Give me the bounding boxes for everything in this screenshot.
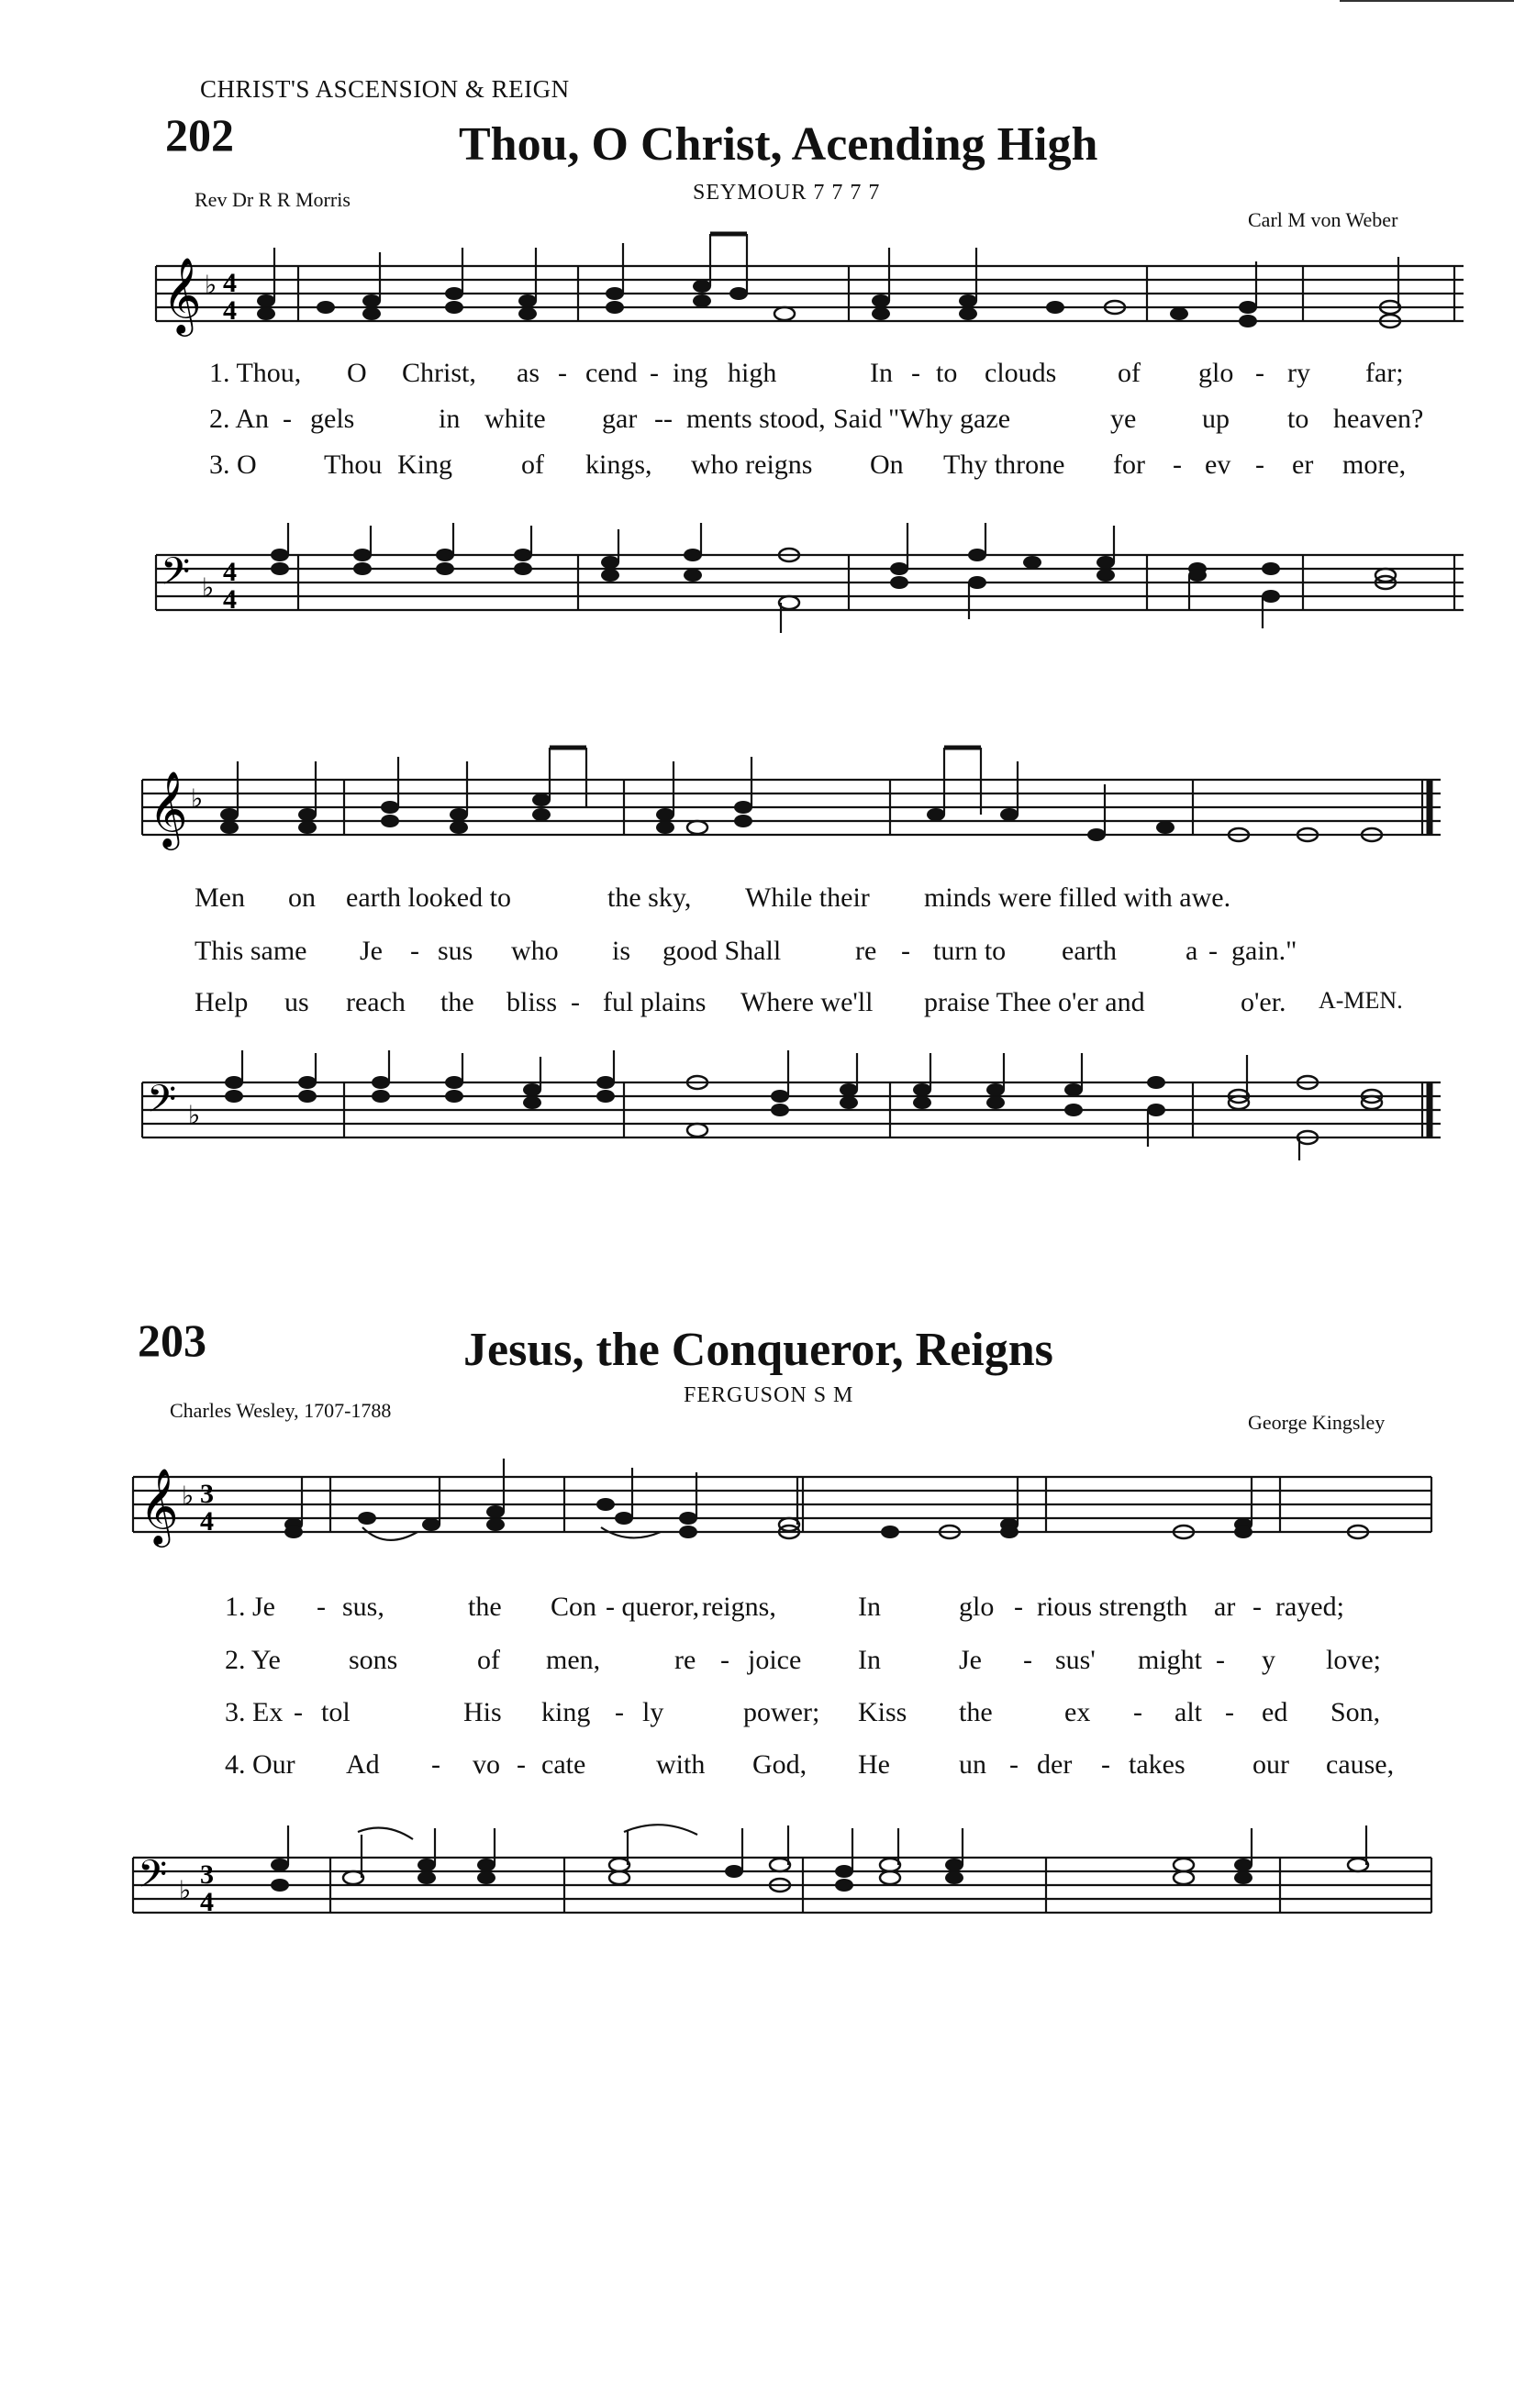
lyric-syllable: Said bbox=[833, 404, 883, 434]
lyric-syllable: ye bbox=[1110, 404, 1137, 434]
lyric-syllable: gels bbox=[310, 404, 355, 434]
lyric-syllable: "Why gaze bbox=[888, 404, 1011, 434]
lyric-syllable: -- bbox=[654, 404, 673, 434]
lyric-syllable: o'er. bbox=[1241, 987, 1286, 1017]
lyric-syllable: - bbox=[1009, 1749, 1019, 1780]
lyric-syllable: cause, bbox=[1326, 1749, 1395, 1780]
lyric-syllable: 2. An bbox=[209, 404, 270, 434]
lyric-syllable: as bbox=[517, 358, 540, 388]
lyric-syllable: is bbox=[612, 936, 631, 966]
lyric-syllable: up bbox=[1202, 404, 1230, 434]
lyric-syllable: the bbox=[468, 1592, 502, 1622]
lyric-syllable: the bbox=[959, 1697, 993, 1727]
svg-text:4: 4 bbox=[223, 295, 237, 326]
lyric-syllable: Help bbox=[195, 987, 249, 1017]
svg-text:♭: ♭ bbox=[182, 1481, 195, 1511]
svg-text:𝄢: 𝄢 bbox=[147, 1077, 177, 1130]
lyric-syllable: 2. Ye bbox=[225, 1645, 281, 1675]
lyric-syllable: - bbox=[1252, 1592, 1262, 1622]
lyric-syllable: king bbox=[541, 1697, 591, 1727]
lyric-syllable: joice bbox=[748, 1645, 802, 1675]
lyric-syllable: Con bbox=[551, 1592, 597, 1622]
lyric-syllable: - bbox=[283, 404, 292, 434]
lyric-syllable: earth bbox=[1062, 936, 1117, 966]
lyric-syllable: praise Thee o'er and bbox=[924, 987, 1145, 1017]
bass-staff bbox=[151, 518, 1473, 638]
lyric-syllable: sus bbox=[438, 936, 473, 966]
lyric-syllable: While their bbox=[745, 882, 870, 913]
hymn-composer: George Kingsley bbox=[1248, 1411, 1386, 1434]
lyric-syllable: Kiss bbox=[858, 1697, 907, 1727]
lyric-syllable: minds were filled with awe. bbox=[924, 882, 1231, 913]
lyric-syllable: 1. Je bbox=[225, 1592, 275, 1622]
lyric-syllable: ly bbox=[642, 1697, 664, 1727]
lyric-syllable: the sky, bbox=[607, 882, 692, 913]
amen-label: A-MEN. bbox=[1319, 987, 1403, 1014]
lyric-syllable: good Shall bbox=[662, 936, 782, 966]
section-header: CHRIST'S ASCENSION & REIGN bbox=[200, 75, 570, 103]
lyric-syllable: - bbox=[431, 1749, 440, 1780]
lyric-syllable: Christ, bbox=[402, 358, 476, 388]
lyric-syllable: O bbox=[347, 358, 367, 388]
lyric-syllable: re bbox=[855, 936, 877, 966]
hymn-tune: SEYMOUR 7 7 7 7 bbox=[693, 181, 881, 205]
lyric-syllable: gar bbox=[602, 404, 638, 434]
svg-text:3: 3 bbox=[200, 1859, 214, 1890]
lyric-syllable: ar bbox=[1214, 1592, 1236, 1622]
lyric-syllable: more, bbox=[1342, 449, 1407, 480]
lyric-syllable: our bbox=[1252, 1749, 1289, 1780]
lyric-syllable: - bbox=[1255, 449, 1264, 480]
lyric-syllable: Thou bbox=[324, 449, 383, 480]
lyric-syllable: tol bbox=[321, 1697, 351, 1727]
lyric-syllable: un bbox=[959, 1749, 986, 1780]
lyric-syllable: 1. Thou, bbox=[209, 358, 302, 388]
lyric-syllable: sons bbox=[349, 1645, 398, 1675]
lyric-syllable: who reigns bbox=[691, 449, 813, 480]
lyric-syllable: cend bbox=[585, 358, 638, 388]
hymn-author: Charles Wesley, 1707-1788 bbox=[170, 1399, 392, 1422]
lyric-syllable: us bbox=[284, 987, 309, 1017]
lyric-syllable: alt bbox=[1174, 1697, 1202, 1727]
lyric-syllable: - bbox=[517, 1749, 526, 1780]
lyric-syllable: who bbox=[511, 936, 559, 966]
lyric-syllable: - queror, bbox=[606, 1592, 700, 1622]
svg-text:𝄞: 𝄞 bbox=[149, 770, 188, 847]
lyric-syllable: - bbox=[1101, 1749, 1110, 1780]
lyric-syllable: might bbox=[1138, 1645, 1203, 1675]
lyric-syllable: er bbox=[1292, 449, 1314, 480]
lyric-syllable: power; bbox=[743, 1697, 820, 1727]
lyric-syllable: - bbox=[410, 936, 419, 966]
lyric-syllable: ev bbox=[1205, 449, 1231, 480]
svg-text:♭: ♭ bbox=[188, 1100, 201, 1130]
lyric-syllable: - bbox=[720, 1645, 729, 1675]
lyric-syllable: high bbox=[728, 358, 777, 388]
lyric-syllable: sus, bbox=[342, 1592, 384, 1622]
lyric-syllable: - bbox=[901, 936, 910, 966]
hymn-tune: FERGUSON S M bbox=[684, 1383, 854, 1407]
treble-staff bbox=[138, 743, 1459, 862]
lyric-syllable: Men bbox=[195, 882, 245, 913]
lyric-syllable: - bbox=[1225, 1697, 1234, 1727]
hymn-title: Jesus, the Conqueror, Reigns bbox=[463, 1324, 1053, 1376]
svg-text:𝄢: 𝄢 bbox=[161, 549, 191, 603]
lyric-syllable: ments stood, bbox=[686, 404, 826, 434]
lyric-syllable: - bbox=[650, 358, 659, 388]
lyric-syllable: - bbox=[317, 1592, 326, 1622]
lyric-syllable: love; bbox=[1326, 1645, 1381, 1675]
hymn-number: 203 bbox=[138, 1315, 206, 1366]
lyric-syllable: ful plains bbox=[603, 987, 707, 1017]
lyric-syllable: ry bbox=[1287, 358, 1310, 388]
lyric-syllable: - bbox=[615, 1697, 624, 1727]
lyric-syllable: ing bbox=[673, 358, 708, 388]
svg-text:4: 4 bbox=[223, 268, 237, 298]
lyric-syllable: - bbox=[1023, 1645, 1032, 1675]
lyric-syllable: In bbox=[858, 1592, 881, 1622]
bass-staff bbox=[128, 1821, 1450, 1940]
lyric-syllable: of bbox=[477, 1645, 500, 1675]
lyric-syllable: Je bbox=[959, 1645, 982, 1675]
lyric-syllable: 4. Our bbox=[225, 1749, 295, 1780]
lyric-syllable: - bbox=[911, 358, 920, 388]
svg-text:𝄞: 𝄞 bbox=[139, 1467, 179, 1544]
lyric-syllable: King bbox=[397, 449, 452, 480]
lyric-syllable: for bbox=[1113, 449, 1145, 480]
lyric-syllable: a bbox=[1186, 936, 1198, 966]
lyric-syllable: bliss bbox=[507, 987, 558, 1017]
lyric-syllable: turn to bbox=[933, 936, 1007, 966]
lyric-syllable: Thy throne bbox=[943, 449, 1065, 480]
lyric-syllable: with bbox=[656, 1749, 706, 1780]
svg-text:4: 4 bbox=[200, 1506, 214, 1537]
lyric-syllable: Je bbox=[360, 936, 383, 966]
lyric-syllable: earth looked to bbox=[346, 882, 511, 913]
lyric-syllable: white bbox=[484, 404, 546, 434]
lyric-syllable: reigns, bbox=[702, 1592, 776, 1622]
lyric-syllable: of bbox=[521, 449, 544, 480]
lyric-syllable: of bbox=[1118, 358, 1141, 388]
hymn-number: 202 bbox=[165, 109, 234, 161]
lyric-syllable: He bbox=[858, 1749, 890, 1780]
lyric-syllable: vo bbox=[473, 1749, 500, 1780]
corner-rule bbox=[1340, 0, 1514, 2]
svg-text:4: 4 bbox=[200, 1887, 214, 1917]
lyric-syllable: takes bbox=[1129, 1749, 1186, 1780]
lyric-syllable: y bbox=[1262, 1645, 1275, 1675]
svg-text:4: 4 bbox=[223, 584, 237, 615]
lyric-syllable: gain." bbox=[1231, 936, 1297, 966]
lyric-syllable: - bbox=[1208, 936, 1218, 966]
lyric-syllable: glo bbox=[959, 1592, 995, 1622]
lyric-syllable: Where we'll bbox=[740, 987, 874, 1017]
lyric-syllable: to bbox=[936, 358, 958, 388]
lyric-syllable: Son, bbox=[1330, 1697, 1381, 1727]
svg-text:♭: ♭ bbox=[179, 1875, 192, 1905]
lyric-syllable: - bbox=[1255, 358, 1264, 388]
lyric-syllable: ex bbox=[1064, 1697, 1091, 1727]
lyric-syllable: der bbox=[1037, 1749, 1073, 1780]
lyric-syllable: to bbox=[1287, 404, 1309, 434]
lyric-syllable: clouds bbox=[985, 358, 1057, 388]
lyric-syllable: - bbox=[294, 1697, 303, 1727]
bass-staff bbox=[138, 1046, 1459, 1165]
lyric-syllable: heaven? bbox=[1333, 404, 1424, 434]
lyric-syllable: - bbox=[1216, 1645, 1225, 1675]
svg-text:♭: ♭ bbox=[191, 783, 204, 814]
lyric-syllable: far; bbox=[1365, 358, 1404, 388]
lyric-syllable: - bbox=[1133, 1697, 1142, 1727]
svg-text:♭: ♭ bbox=[205, 270, 217, 300]
lyric-syllable: re bbox=[674, 1645, 696, 1675]
lyric-syllable: rayed; bbox=[1275, 1592, 1344, 1622]
svg-text:♭: ♭ bbox=[202, 572, 215, 603]
treble-staff bbox=[151, 229, 1473, 333]
lyric-syllable: Ad bbox=[346, 1749, 380, 1780]
lyric-syllable: ed bbox=[1262, 1697, 1288, 1727]
lyric-syllable: In bbox=[870, 358, 893, 388]
hymn-title: Thou, O Christ, Acending High bbox=[459, 118, 1098, 171]
lyric-syllable: - bbox=[558, 358, 567, 388]
lyric-syllable: - bbox=[571, 987, 580, 1017]
treble-staff bbox=[128, 1440, 1450, 1559]
lyric-syllable: 3. Ex bbox=[225, 1697, 284, 1727]
lyric-syllable: kings, bbox=[585, 449, 652, 480]
lyric-syllable: sus' bbox=[1055, 1645, 1096, 1675]
svg-text:4: 4 bbox=[223, 557, 237, 587]
lyric-syllable: in bbox=[439, 404, 461, 434]
svg-text:𝄞: 𝄞 bbox=[162, 256, 202, 333]
lyric-syllable: His bbox=[463, 1697, 502, 1727]
hymn-composer: Carl M von Weber bbox=[1248, 208, 1398, 231]
lyric-syllable: the bbox=[440, 987, 474, 1017]
lyric-syllable: men, bbox=[546, 1645, 601, 1675]
lyric-syllable: God, bbox=[752, 1749, 807, 1780]
svg-text:𝄢: 𝄢 bbox=[138, 1852, 168, 1905]
lyric-syllable: This same bbox=[195, 936, 307, 966]
lyric-syllable: In bbox=[858, 1645, 881, 1675]
lyric-syllable: on bbox=[288, 882, 316, 913]
lyric-syllable: - bbox=[1173, 449, 1182, 480]
lyric-syllable: 3. O bbox=[209, 449, 257, 480]
lyric-syllable: glo bbox=[1198, 358, 1234, 388]
lyric-syllable: rious strength bbox=[1037, 1592, 1188, 1622]
lyric-syllable: reach bbox=[346, 987, 406, 1017]
lyric-syllable: - bbox=[1014, 1592, 1023, 1622]
lyric-syllable: cate bbox=[541, 1749, 586, 1780]
svg-text:3: 3 bbox=[200, 1479, 214, 1509]
hymn-author: Rev Dr R R Morris bbox=[195, 188, 351, 211]
lyric-syllable: On bbox=[870, 449, 904, 480]
